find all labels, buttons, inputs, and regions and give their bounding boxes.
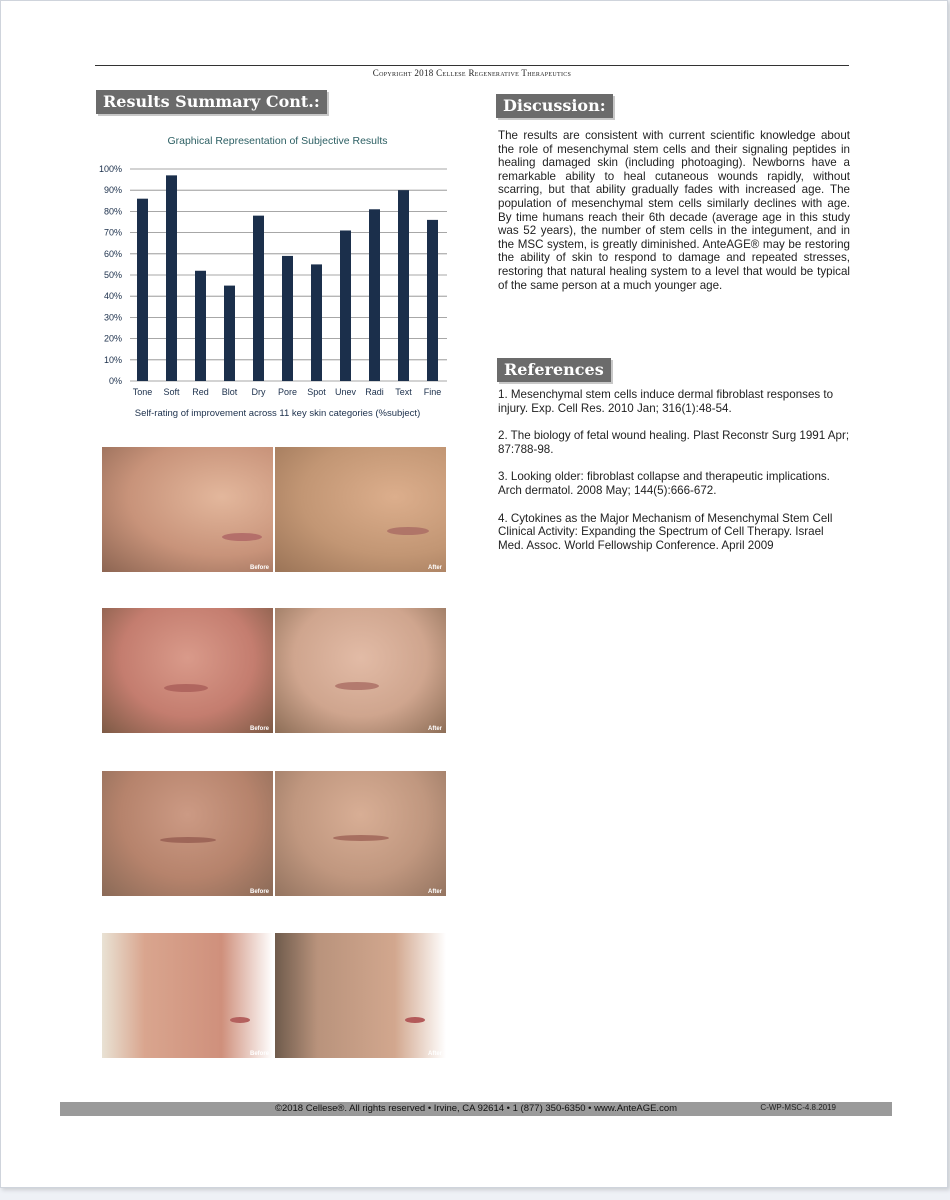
bar [427, 220, 438, 381]
lips [335, 682, 379, 690]
x-tick-label: Spot [307, 387, 326, 397]
x-axis-label: Self-rating of improvement across 11 key skin categories (%subject) [134, 408, 421, 419]
bar [398, 190, 409, 381]
footer-text: ©2018 Cellese®. All rights reserved • Irvine, CA 92614 • 1 (877) 350-6350 • www.AnteAGE.com [274, 1103, 678, 1114]
before-label: Before [249, 726, 269, 732]
references-section-title: References [497, 358, 611, 382]
reference-item: 1. Mesenchymal stem cells induce dermal fibroblast responses to injury. Exp. Cell Res. 2010 Jan; 316(1):48-54. [498, 388, 834, 415]
discussion-paragraph: The results are consistent with current scientific knowledge about the role of mesenchymal stem cells and their signaling peptides in healing damaged skin (including photoaging). Newborns have a remarkable ability to heal cutaneous wounds rapidly, without scarring, but that ability gradually fades with increased age. The population of mesenchymal stem cells similarly declines with age. By time humans reach their 6th decade (average age in this study was 52 years), the number of stem cells in the integument, and in the MSC system, is greatly diminished. AnteAGE® may be restoring the ability of skin to respond to damage and repeated stresses, restoring that natural healing system to a level that would be typical of the same person at a much younger age. [498, 129, 850, 292]
lips [164, 684, 208, 692]
before-label: Before [249, 1051, 269, 1057]
y-tick-label: 50% [103, 270, 122, 280]
lips [405, 1017, 425, 1023]
bar [253, 216, 264, 381]
x-tick-label: Radi [365, 387, 384, 397]
before-label: Before [249, 889, 269, 895]
y-tick-label: 40% [103, 291, 122, 302]
y-tick-label: 100% [98, 164, 122, 174]
x-tick-label: Soft [163, 387, 180, 397]
bar [282, 256, 293, 381]
lips [160, 837, 216, 843]
bar [369, 209, 380, 381]
x-tick-label: Blot [221, 387, 238, 397]
discussion-section-title: Discussion: [496, 94, 613, 118]
x-tick-label: Red [192, 387, 209, 397]
results-section-title: Results Summary Cont.: [96, 90, 327, 114]
chart-title: Graphical Representation of Subjective Results [167, 135, 388, 147]
reference-item: 3. Looking older: fibroblast collapse and therapeutic implications. Arch dermatol. 2008 May; 144(5):666-672. [498, 470, 830, 497]
bar [311, 264, 322, 381]
y-tick-label: 60% [103, 248, 122, 259]
after-label: After [427, 565, 442, 571]
x-tick-label: Text [395, 387, 412, 397]
y-tick-label: 90% [103, 185, 122, 196]
before-photo-1 [102, 447, 273, 572]
after-label: After [427, 889, 442, 895]
before-photo-3 [102, 771, 273, 896]
bar-chart-svg [95, 127, 455, 427]
reference-item: 4. Cytokines as the Major Mechanism of Mesenchymal Stem Cell Clinical Activity: Expanding the Spectrum of Cell Therapy. Israel Med. Assoc. World Fellowship Conference. April 2009 [498, 511, 833, 552]
before-photo-4 [102, 933, 273, 1058]
bar [224, 286, 235, 381]
after-photo-3 [275, 771, 446, 896]
document-code: C-WP-MSC-4.8.2019 [760, 1103, 836, 1112]
y-tick-label: 10% [103, 354, 122, 365]
after-label: After [427, 726, 442, 732]
before-photo-2 [102, 608, 273, 733]
references-list [498, 388, 850, 566]
x-tick-label: Tone [132, 387, 153, 397]
lips [222, 533, 262, 541]
footer-bar [60, 1102, 892, 1116]
after-photo-1 [275, 447, 446, 572]
x-tick-label: Unev [334, 387, 357, 397]
bar [195, 271, 206, 381]
y-tick-label: 70% [103, 227, 122, 238]
after-label: After [427, 1051, 442, 1057]
y-tick-label: 0% [108, 376, 122, 386]
x-tick-label: Dry [251, 387, 266, 397]
lips [387, 527, 429, 535]
lips [230, 1017, 250, 1023]
after-photo-2 [275, 608, 446, 733]
before-label: Before [249, 565, 269, 571]
x-tick-label: Pore [277, 387, 298, 397]
y-tick-label: 20% [103, 333, 122, 344]
after-photo-4 [275, 933, 446, 1058]
lips [333, 835, 389, 841]
x-tick-label: Fine [423, 387, 442, 397]
y-tick-label: 80% [103, 206, 122, 217]
copyright-header: Copyright 2018 Cellese Regenerative Therapeutics [372, 68, 572, 78]
results-chart [95, 127, 455, 427]
bar [166, 175, 177, 381]
bar [340, 230, 351, 381]
reference-item: 2. The biology of fetal wound healing. Plast Reconstr Surg 1991 Apr; 87:788-98. [498, 429, 850, 456]
y-tick-label: 30% [103, 312, 122, 323]
bar [137, 199, 148, 381]
header-rule [95, 65, 849, 66]
